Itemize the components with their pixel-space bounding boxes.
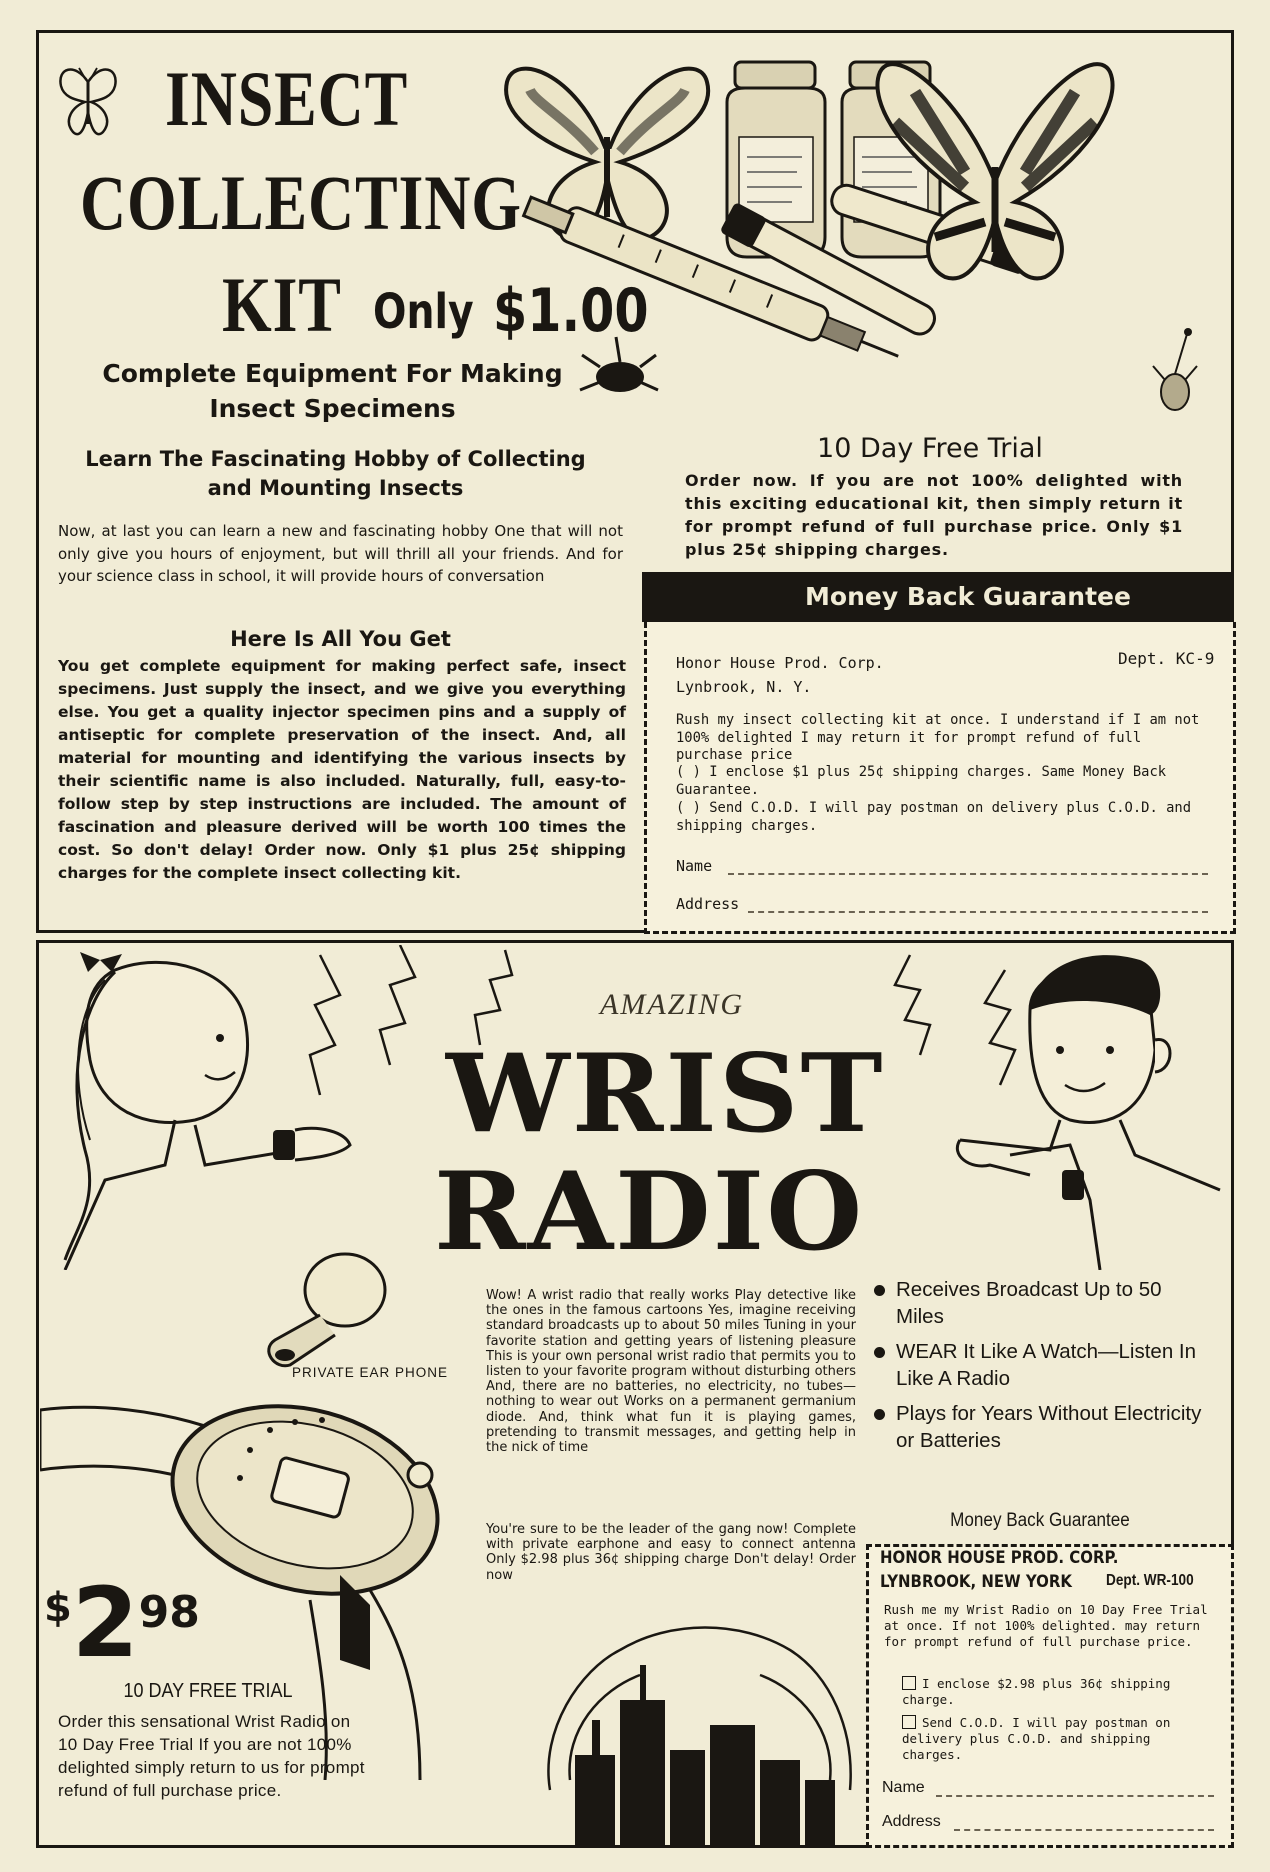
insect-coupon-order-text: Rush my insect collecting kit at once. I understand if I am not 100% delighted I may return it for prompt refund of full purchase price <box>676 712 1200 763</box>
radio-coupon-address-label: Address <box>882 1813 941 1830</box>
money-back-banner <box>642 572 1234 622</box>
insect-coupon-name-field[interactable] <box>728 857 1208 875</box>
radio-body-text: Wow! A wrist radio that really works Play detective like the ones in the famous cartoons Yes, imagine receiving standard broadcasts up to about 50 miles Tuning in your favorite station and getting years of listening pleasure This is your own personal wrist radio that permits you to listen to your favorite program without disturbing others And, there are no batteries, no electricity, no tubes—nothing to wear out Works on a permanent germanium diode. And, think what fun it is playing games, pretending to transmit messages, and getting help in the nick of time <box>486 1288 856 1456</box>
radio-coupon-order-text: Rush me my Wrist Radio on 10 Day Free Trial at once. If not 100% delighted. may return for prompt refund of full purchase price. <box>884 1602 1208 1649</box>
insect-title-line-3: KIT <box>222 261 342 348</box>
insect-title-line-1: INSECT <box>165 55 409 142</box>
earphone-illustration <box>255 1245 405 1375</box>
radio-enclose-label: I enclose $2.98 plus 36¢ shipping charge. <box>902 1676 1171 1707</box>
radio-coupon-dept: Dept. WR-100 <box>1106 1572 1194 1589</box>
beetle-illustration <box>580 337 658 392</box>
radio-price <box>44 1567 200 1679</box>
insect-coupon-city: Lynbrook, N. Y. <box>676 678 812 696</box>
radio-enclose-checkbox[interactable] <box>902 1676 916 1690</box>
insect-body-text: You get complete equipment for making perfect safe, insect specimens. Just supply the insect, and we give you everything else. You get a quality injector specimen pins and a supply of antiseptic for complete preservation of the insect. And, all material for mounting and identifying the various insects by their scientific name is also included. Naturally, full, easy-to-follow step by step instructions are included. The amount of fascination and pleasure derived will be worth 100 times the cost. So don't delay! Order now. Only $1 plus 25¢ shipping charges for the complete insect collecting kit. <box>58 657 626 882</box>
insect-price: $1.00 <box>493 276 649 346</box>
insect-price-prefix: Only <box>373 284 474 340</box>
money-back-banner-text: Money Back Guarantee <box>805 582 1131 611</box>
radio-coupon-name-field[interactable] <box>936 1779 1214 1797</box>
radio-feature-item: Plays for Years Without Electricity or Batteries <box>870 1400 1210 1454</box>
radio-title: RADIO <box>434 1149 865 1275</box>
radio-guarantee-heading: Money Back Guarantee <box>950 1510 1130 1531</box>
radio-price-whole: 2 <box>71 1567 139 1679</box>
fly-illustration <box>1153 328 1197 410</box>
insect-learn-line: Learn The Fascinating Hobby of Collecting and Mounting Insects <box>85 447 586 500</box>
radio-trial-heading: 10 DAY FREE TRIAL <box>123 1680 293 1702</box>
radio-price-dollar: $ <box>44 1585 72 1631</box>
insect-coupon-option-cod[interactable]: ( ) Send C.O.D. I will pay postman on delivery plus C.O.D. and shipping charges. <box>676 800 1191 834</box>
radio-feature-item: WEAR It Like A Watch—Listen In Like A Radio <box>870 1338 1210 1392</box>
insect-subhead: Complete Equipment For Making Insect Specimens <box>102 359 563 423</box>
radio-coupon-option-enclose[interactable] <box>902 1676 1214 1708</box>
radio-coupon-address-field[interactable] <box>954 1813 1214 1831</box>
city-skyline-illustration <box>540 1590 860 1848</box>
insect-coupon-address-field[interactable] <box>748 895 1208 913</box>
boy-with-wrist-radio-illustration <box>950 940 1230 1270</box>
radio-coupon-name-label: Name <box>882 1779 925 1796</box>
radio-price-cents: 98 <box>138 1587 200 1638</box>
earphone-label: PRIVATE EAR PHONE <box>292 1365 449 1380</box>
girl-with-wrist-radio-illustration <box>45 950 355 1270</box>
insect-trial-text: Order now. If you are not 100% delighted with this exciting educational kit, then simply return it for prompt refund of full purchase price. Only $1 plus 25¢ shipping charges. <box>685 471 1183 559</box>
specimen-kit-illustration <box>495 42 1225 432</box>
insect-trial-heading: 10 Day Free Trial <box>817 433 1043 464</box>
radio-closing-text: You're sure to be the leader of the gang now! Complete with private earphone and easy to connect antenna Only $2.98 plus 36¢ shipping charge Don't delay! Order now <box>486 1522 856 1583</box>
radio-cod-checkbox[interactable] <box>902 1715 916 1729</box>
insect-coupon-option-enclose[interactable]: ( ) I enclose $1 plus 25¢ shipping charges. Same Money Back Guarantee. <box>676 764 1167 798</box>
radio-feature-list <box>870 1276 1210 1462</box>
insect-coupon-name-label: Name <box>676 857 713 875</box>
amazing-label: AMAZING <box>600 988 744 1021</box>
insect-title-line-2: COLLECTING <box>80 159 522 246</box>
insect-intro-text: Now, at last you can learn a new and fascinating hobby One that will not only give you hours of enjoyment, but will thrill all your friends. And for your science class in school, it will provide hours of conversation <box>58 522 623 585</box>
insect-coupon-address-label: Address <box>676 895 740 913</box>
insect-coupon-dept: Dept. KC-9 <box>1118 649 1215 668</box>
butterfly-logo-icon <box>55 62 121 142</box>
radio-coupon-city: LYNBROOK, NEW YORK <box>880 1572 1072 1592</box>
wrist-title: WRIST <box>446 1031 885 1157</box>
radio-coupon-company: HONOR HOUSE PROD. CORP. <box>880 1548 1119 1568</box>
radio-feature-item: Receives Broadcast Up to 50 Miles <box>870 1276 1210 1330</box>
insect-coupon-company: Honor House Prod. Corp. <box>676 654 884 672</box>
radio-cod-label: Send C.O.D. I will pay postman on delivery plus C.O.D. and shipping charges. <box>902 1715 1171 1762</box>
insect-section-heading: Here Is All You Get <box>230 627 451 651</box>
radio-coupon-option-cod[interactable] <box>902 1715 1214 1763</box>
radio-trial-text: Order this sensational Wrist Radio on 10 Day Free Trial If you are not 100% delighted simply return to us for prompt refund of full purchase price. <box>58 1712 365 1800</box>
